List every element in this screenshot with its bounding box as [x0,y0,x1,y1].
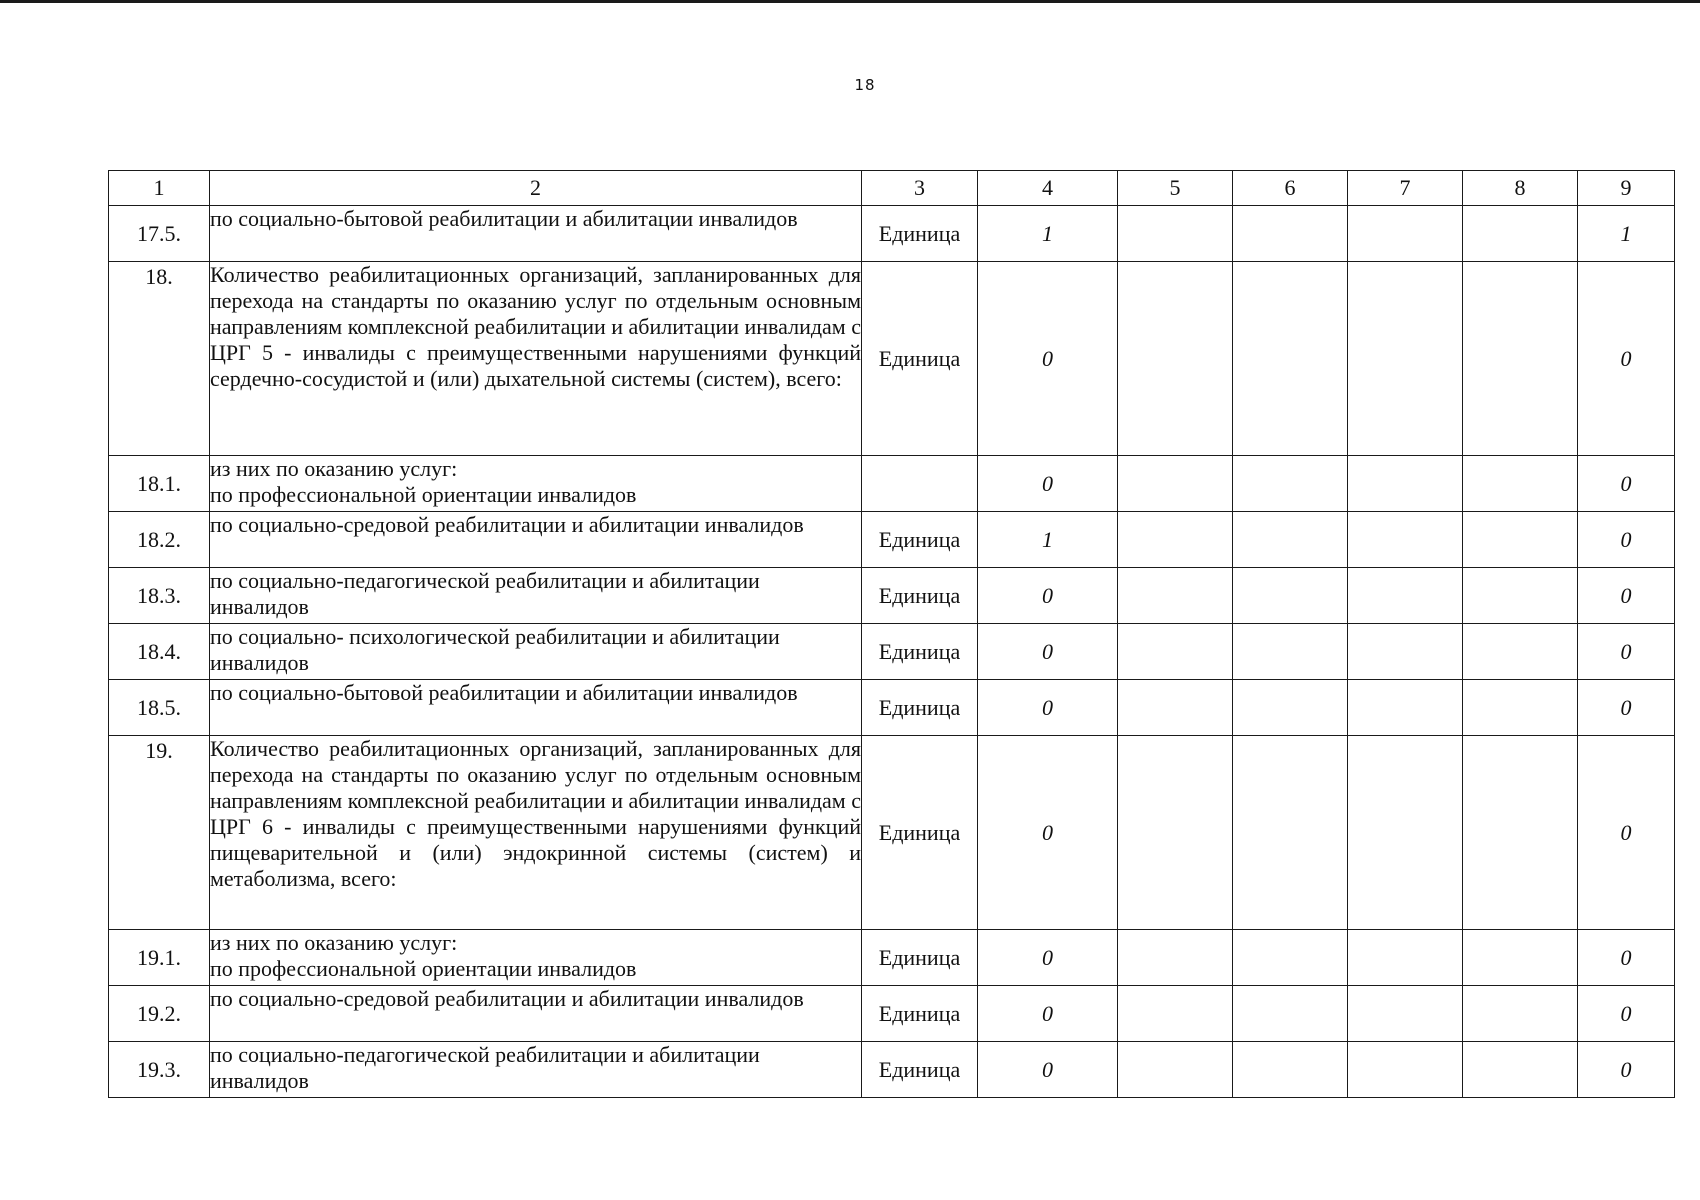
empty-cell [1233,456,1348,512]
row-col4-value: 0 [978,930,1118,986]
empty-cell [1348,262,1463,456]
empty-cell [1348,680,1463,736]
table-row [109,512,1675,568]
row-description: по социально-педагогической реабилитации и абилитации инвалидов [210,568,862,624]
empty-cell [1463,456,1578,512]
empty-cell [1118,680,1233,736]
table-row [109,1042,1675,1098]
empty-cell [1348,206,1463,262]
empty-cell [1463,736,1578,930]
header-cell: 3 [862,171,978,206]
row-number: 18. [109,262,210,456]
empty-cell [1233,680,1348,736]
empty-cell [1463,568,1578,624]
row-unit: Единица [862,930,978,986]
empty-cell [1118,568,1233,624]
row-description [210,456,862,512]
row-col4-value: 0 [978,262,1118,456]
row-col9-value: 0 [1578,680,1675,736]
row-col4-value: 0 [978,1042,1118,1098]
header-cell: 1 [109,171,210,206]
row-unit: Единица [862,736,978,930]
empty-cell [1348,986,1463,1042]
empty-cell [1233,986,1348,1042]
header-cell: 6 [1233,171,1348,206]
header-cell: 5 [1118,171,1233,206]
empty-cell [1463,624,1578,680]
empty-cell [1348,930,1463,986]
empty-cell [1118,930,1233,986]
row-unit: Единица [862,680,978,736]
table-row [109,736,1675,930]
row-col4-value: 0 [978,736,1118,930]
row-description: по социально- психологической реабилитации и абилитации инвалидов [210,624,862,680]
row-unit: Единица [862,262,978,456]
row-col4-value: 0 [978,568,1118,624]
empty-cell [1463,206,1578,262]
row-unit: Единица [862,1042,978,1098]
report-table [108,170,1675,1098]
header-cell: 7 [1348,171,1463,206]
empty-cell [1118,986,1233,1042]
row-unit [862,456,978,512]
empty-cell [1118,456,1233,512]
scan-top-edge [0,0,1700,3]
empty-cell [1463,512,1578,568]
row-description-line: из них по оказанию услуг: [210,930,458,955]
row-number: 18.2. [109,512,210,568]
row-number: 19. [109,736,210,930]
empty-cell [1348,736,1463,930]
table-row [109,262,1675,456]
row-number: 17.5. [109,206,210,262]
header-cell: 9 [1578,171,1675,206]
row-col4-value: 1 [978,512,1118,568]
empty-cell [1233,624,1348,680]
empty-cell [1118,512,1233,568]
row-unit: Единица [862,986,978,1042]
row-unit: Единица [862,512,978,568]
row-description: Количество реабилитационных организаций, запланированных для перехода на стандарты по оказанию услуг по отдельным основным направлениям комплексной реабилитации и абилитации инвалидам с ЦРГ 6 - инвалиды с преимущественными нарушениями функций пищеварительной и (или) эндокринной системы (систем) и метаболизма, всего: [210,736,862,930]
empty-cell [1463,930,1578,986]
row-col4-value: 0 [978,624,1118,680]
empty-cell [1348,1042,1463,1098]
row-col9-value: 0 [1578,512,1675,568]
row-description-line: по профессиональной ориентации инвалидов [210,482,637,507]
row-col4-value: 0 [978,456,1118,512]
row-description-line: из них по оказанию услуг: [210,456,458,481]
row-number: 18.1. [109,456,210,512]
row-col9-value: 0 [1578,624,1675,680]
row-col9-value: 0 [1578,568,1675,624]
row-unit: Единица [862,624,978,680]
row-number: 19.3. [109,1042,210,1098]
empty-cell [1233,736,1348,930]
row-col9-value: 0 [1578,262,1675,456]
row-unit: Единица [862,206,978,262]
empty-cell [1348,512,1463,568]
table-row [109,206,1675,262]
empty-cell [1463,262,1578,456]
row-description: по социально-бытовой реабилитации и абилитации инвалидов [210,206,862,262]
row-number: 18.4. [109,624,210,680]
empty-cell [1348,456,1463,512]
row-col9-value: 0 [1578,986,1675,1042]
row-col9-value: 0 [1578,1042,1675,1098]
empty-cell [1463,986,1578,1042]
row-col4-value: 1 [978,206,1118,262]
empty-cell [1233,568,1348,624]
row-description: по социально-педагогической реабилитации и абилитации инвалидов [210,1042,862,1098]
table-row [109,930,1675,986]
row-number: 18.5. [109,680,210,736]
row-unit: Единица [862,568,978,624]
row-number: 19.1. [109,930,210,986]
row-col9-value: 0 [1578,930,1675,986]
row-col9-value: 0 [1578,456,1675,512]
row-col9-value: 0 [1578,736,1675,930]
empty-cell [1118,262,1233,456]
table-row [109,680,1675,736]
empty-cell [1118,1042,1233,1098]
row-description: Количество реабилитационных организаций, запланированных для перехода на стандарты по оказанию услуг по отдельным основным направлениям комплексной реабилитации и абилитации инвалидам с ЦРГ 5 - инвалиды с преимущественными нарушениями функций сердечно-сосудистой и (или) дыхательной системы (систем), всего: [210,262,862,456]
row-description [210,930,862,986]
row-col4-value: 0 [978,680,1118,736]
empty-cell [1233,512,1348,568]
row-col4-value: 0 [978,986,1118,1042]
header-row [109,171,1675,206]
table-row [109,986,1675,1042]
row-number: 19.2. [109,986,210,1042]
empty-cell [1233,1042,1348,1098]
row-description: по социально-бытовой реабилитации и абилитации инвалидов [210,680,862,736]
empty-cell [1348,624,1463,680]
empty-cell [1233,262,1348,456]
header-cell: 4 [978,171,1118,206]
header-cell: 8 [1463,171,1578,206]
empty-cell [1118,206,1233,262]
row-col9-value: 1 [1578,206,1675,262]
empty-cell [1118,736,1233,930]
empty-cell [1348,568,1463,624]
page-number: 18 [854,76,876,94]
table-row [109,456,1675,512]
table-row [109,624,1675,680]
header-cell: 2 [210,171,862,206]
table-row [109,568,1675,624]
row-description-line: по профессиональной ориентации инвалидов [210,956,637,981]
empty-cell [1463,1042,1578,1098]
empty-cell [1233,206,1348,262]
row-number: 18.3. [109,568,210,624]
row-description: по социально-средовой реабилитации и абилитации инвалидов [210,512,862,568]
empty-cell [1463,680,1578,736]
empty-cell [1118,624,1233,680]
row-description: по социально-средовой реабилитации и абилитации инвалидов [210,986,862,1042]
empty-cell [1233,930,1348,986]
